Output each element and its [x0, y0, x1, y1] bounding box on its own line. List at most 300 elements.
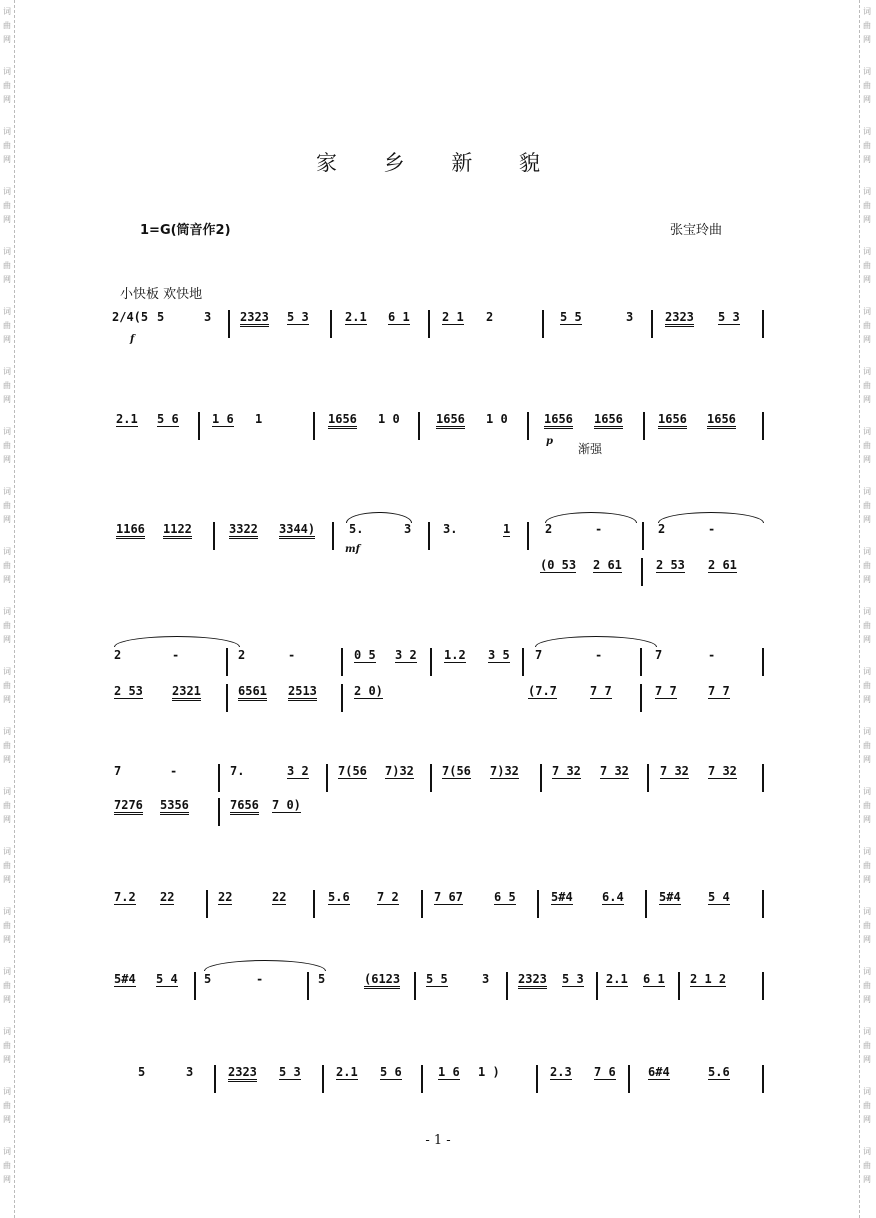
watermark-char: 词: [3, 1027, 11, 1036]
watermark-char: 词: [863, 667, 871, 676]
watermark-char: 网: [3, 515, 11, 524]
bar-line: [313, 890, 315, 918]
note-group: (0 53: [540, 558, 577, 572]
note-group: 2.1: [336, 1065, 358, 1079]
note-group: 5 4: [708, 890, 730, 904]
bar-line: [762, 890, 764, 918]
watermark-char: 曲: [863, 441, 871, 450]
watermark-char: 曲: [3, 201, 11, 210]
note-group: 1166: [116, 522, 145, 539]
watermark-char: 曲: [3, 741, 11, 750]
crescendo-marking: 渐强: [578, 442, 603, 456]
watermark-char: 网: [863, 335, 871, 344]
note-group: 7656: [230, 798, 259, 815]
note-group: 5 6: [380, 1065, 402, 1079]
watermark-char: 曲: [3, 21, 11, 30]
bar-line: [194, 972, 196, 1000]
note-group: 7.2: [114, 890, 136, 904]
note-group: 2 1 2: [690, 972, 727, 986]
note-group: 6561: [238, 684, 267, 701]
note-group: -: [595, 648, 603, 662]
bar-line: [218, 798, 220, 826]
note-group: 5 4: [156, 972, 178, 986]
watermark-char: 词: [863, 487, 871, 496]
note-group: 0 5: [354, 648, 376, 662]
note-group: 5 5: [560, 310, 582, 324]
tie: [535, 636, 657, 647]
watermark-char: 曲: [863, 501, 871, 510]
note-group: 5#4: [659, 890, 681, 904]
watermark-char: 网: [863, 635, 871, 644]
watermark-char: 词: [3, 367, 11, 376]
note-group: 7 7: [590, 684, 612, 698]
bar-line: [226, 648, 228, 676]
watermark-char: 曲: [3, 1161, 11, 1170]
watermark-char: 曲: [863, 741, 871, 750]
tie: [204, 960, 326, 971]
bar-line: [341, 684, 343, 712]
note-group: 5.6: [708, 1065, 730, 1079]
watermark-char: 词: [3, 1147, 11, 1156]
note-group: 5 3: [562, 972, 584, 986]
watermark-char: 曲: [863, 21, 871, 30]
note-group: 1656: [658, 412, 687, 429]
watermark-char: 网: [3, 815, 11, 824]
watermark-char: 网: [3, 755, 11, 764]
note-group: 1656: [594, 412, 623, 429]
bar-line: [527, 412, 529, 440]
watermark-char: 词: [863, 1087, 871, 1096]
score-row-4-accompaniment: [0, 684, 876, 714]
note-group: 2 0): [354, 684, 383, 698]
bar-line: [647, 764, 649, 792]
note-group: -: [708, 522, 716, 536]
watermark-char: 词: [863, 187, 871, 196]
watermark-char: 网: [863, 515, 871, 524]
score-row-4: [0, 648, 876, 678]
note-group: 5: [318, 972, 326, 986]
note-group: (6123: [364, 972, 400, 989]
watermark-char: 词: [3, 607, 11, 616]
note-group: -: [172, 648, 180, 662]
bar-line: [762, 972, 764, 1000]
note-group: -: [595, 522, 603, 536]
bar-line: [762, 1065, 764, 1093]
watermark-char: 词: [863, 1147, 871, 1156]
tie: [114, 636, 240, 647]
score-row-5: [0, 764, 876, 794]
note-group: 2 1: [442, 310, 464, 324]
note-group: 3: [186, 1065, 194, 1079]
watermark-char: 曲: [3, 501, 11, 510]
bar-line: [540, 764, 542, 792]
note-group: 3 2: [287, 764, 309, 778]
score-row-6: [0, 890, 876, 920]
watermark-char: 曲: [863, 1161, 871, 1170]
note-group: 3344): [279, 522, 315, 539]
note-group: 2.3: [550, 1065, 572, 1079]
bar-line: [527, 522, 529, 550]
watermark-char: 词: [3, 7, 11, 16]
score-row-8: [0, 1065, 876, 1095]
note-group: 22: [160, 890, 175, 904]
note-group: 2: [486, 310, 494, 324]
note-group: 7 6: [594, 1065, 616, 1079]
note-group: 3: [404, 522, 412, 536]
watermark-char: 词: [863, 1027, 871, 1036]
watermark-char: 词: [863, 427, 871, 436]
tie: [545, 512, 637, 523]
watermark-char: 词: [3, 1087, 11, 1096]
bar-line: [640, 684, 642, 712]
watermark-char: 词: [863, 607, 871, 616]
bar-line: [762, 412, 764, 440]
note-group: 1 ): [478, 1065, 500, 1079]
dynamic-forte: f: [130, 334, 135, 345]
note-group: 7.: [230, 764, 245, 778]
note-group: 5 5: [426, 972, 448, 986]
watermark-char: 词: [3, 667, 11, 676]
note-group: 1 0: [378, 412, 400, 426]
bar-line: [762, 648, 764, 676]
note-group: 7 32: [552, 764, 581, 778]
note-group: 2323: [518, 972, 547, 989]
note-group: 3 5: [488, 648, 510, 662]
watermark-char: 曲: [863, 981, 871, 990]
bar-line: [678, 972, 680, 1000]
note-group: 7: [535, 648, 543, 662]
note-group: 2: [114, 648, 122, 662]
bar-line: [213, 522, 215, 550]
note-group: 5 6: [157, 412, 179, 426]
watermark-char: 曲: [3, 981, 11, 990]
watermark-char: 词: [863, 847, 871, 856]
bar-line: [198, 412, 200, 440]
note-group: 1: [503, 522, 511, 536]
watermark-char: 曲: [3, 861, 11, 870]
note-group: 2 53: [114, 684, 143, 698]
watermark-char: 网: [3, 1055, 11, 1064]
bar-line: [640, 648, 642, 676]
note-group: 22: [218, 890, 233, 904]
watermark-char: 网: [863, 935, 871, 944]
bar-line: [332, 522, 334, 550]
note-group: 3: [482, 972, 490, 986]
watermark-char: 曲: [863, 861, 871, 870]
note-group: 2321: [172, 684, 201, 701]
note-group: 7 0): [272, 798, 301, 812]
note-group: 6#4: [648, 1065, 670, 1079]
note-group: 2323: [240, 310, 269, 327]
watermark-char: 词: [863, 727, 871, 736]
bar-line: [762, 764, 764, 792]
watermark-char: 网: [3, 695, 11, 704]
bar-line: [326, 764, 328, 792]
note-group: 5: [157, 310, 165, 324]
note-group: 6 1: [388, 310, 410, 324]
watermark-char: 词: [3, 487, 11, 496]
bar-line: [628, 1065, 630, 1093]
watermark-char: 曲: [863, 801, 871, 810]
note-group: 22: [272, 890, 287, 904]
watermark-char: 网: [863, 455, 871, 464]
note-group: 5.: [349, 522, 364, 536]
watermark-char: 曲: [863, 81, 871, 90]
score-row-7: [0, 972, 876, 1002]
watermark-char: 词: [863, 907, 871, 916]
note-group: 1656: [436, 412, 465, 429]
watermark-char: 曲: [3, 921, 11, 930]
note-group: 2: [545, 522, 553, 536]
bar-line: [421, 1065, 423, 1093]
score-row-2: [0, 412, 876, 456]
bar-line: [428, 522, 430, 550]
score-row-3-accompaniment: [0, 558, 876, 588]
note-group: 2323: [228, 1065, 257, 1082]
note-group: 3 2: [395, 648, 417, 662]
watermark-char: 网: [3, 575, 11, 584]
watermark-char: 网: [3, 335, 11, 344]
bar-line: [322, 1065, 324, 1093]
watermark-char: 网: [3, 95, 11, 104]
watermark-char: 网: [863, 575, 871, 584]
note-group: 7: [114, 764, 122, 778]
watermark-char: 网: [863, 155, 871, 164]
note-group: 6.4: [602, 890, 624, 904]
watermark-char: 曲: [863, 141, 871, 150]
note-group: 7 7: [708, 684, 730, 698]
note-group: 1.2: [444, 648, 466, 662]
note-group: -: [288, 648, 296, 662]
watermark-char: 曲: [3, 1041, 11, 1050]
watermark-char: 网: [863, 215, 871, 224]
watermark-char: 曲: [863, 381, 871, 390]
bar-line: [430, 648, 432, 676]
bar-line: [762, 310, 764, 338]
bar-line: [641, 558, 643, 586]
note-group: 5.6: [328, 890, 350, 904]
watermark-char: 曲: [3, 681, 11, 690]
note-group: 6 1: [643, 972, 665, 986]
note-group: 1656: [707, 412, 736, 429]
bar-line: [418, 412, 420, 440]
watermark-char: 词: [863, 967, 871, 976]
watermark-char: 词: [3, 307, 11, 316]
watermark-char: 词: [3, 247, 11, 256]
watermark-char: 曲: [3, 441, 11, 450]
bar-line: [421, 890, 423, 918]
watermark-char: 网: [863, 95, 871, 104]
watermark-char: 词: [3, 67, 11, 76]
note-group: 6 5: [494, 890, 516, 904]
watermark-char: 网: [3, 35, 11, 44]
bar-line: [430, 764, 432, 792]
watermark-char: 词: [863, 247, 871, 256]
bar-line: [206, 890, 208, 918]
watermark-char: 网: [863, 1055, 871, 1064]
watermark-char: 网: [3, 875, 11, 884]
watermark-char: 词: [3, 727, 11, 736]
bar-line: [330, 310, 332, 338]
bar-line: [226, 684, 228, 712]
key-signature: 1=G(筒音作2): [140, 223, 231, 238]
watermark-char: 曲: [863, 1101, 871, 1110]
watermark-char: 词: [3, 187, 11, 196]
watermark-char: 网: [863, 755, 871, 764]
watermark-char: 词: [3, 547, 11, 556]
bar-line: [522, 648, 524, 676]
note-group: 5#4: [551, 890, 573, 904]
bar-line: [537, 890, 539, 918]
score-row-5-accompaniment: [0, 798, 876, 828]
watermark-char: 曲: [863, 321, 871, 330]
watermark-char: 网: [863, 815, 871, 824]
bar-line: [313, 412, 315, 440]
watermark-char: 曲: [863, 921, 871, 930]
page-title: 家 乡 新 貌: [315, 151, 561, 175]
bar-line: [596, 972, 598, 1000]
note-group: 2 53: [656, 558, 685, 572]
page-number: - 1 -: [425, 1133, 451, 1148]
note-group: 2.1: [345, 310, 367, 324]
watermark-char: 词: [863, 307, 871, 316]
note-group: 1 6: [212, 412, 234, 426]
note-group: 7 32: [660, 764, 689, 778]
note-group: 2.1: [606, 972, 628, 986]
note-group: 1656: [544, 412, 573, 429]
watermark-char: 曲: [3, 321, 11, 330]
note-group: 3: [626, 310, 634, 324]
dynamic-piano: p: [546, 436, 553, 447]
bar-line: [642, 522, 644, 550]
watermark-char: 网: [3, 935, 11, 944]
bar-line: [428, 310, 430, 338]
watermark-char: 网: [863, 35, 871, 44]
note-group: 1: [255, 412, 263, 426]
note-group: 5356: [160, 798, 189, 815]
watermark-char: 曲: [3, 1101, 11, 1110]
note-group: 2323: [665, 310, 694, 327]
note-group: 7(56: [338, 764, 367, 778]
note-group: 7 67: [434, 890, 463, 904]
note-group: 7(56: [442, 764, 471, 778]
bar-line: [651, 310, 653, 338]
watermark-char: 网: [3, 215, 11, 224]
watermark-char: 曲: [3, 141, 11, 150]
note-group: 1 0: [486, 412, 508, 426]
note-group: 2 61: [708, 558, 737, 572]
note-group: (7.7: [528, 684, 557, 698]
watermark-char: 网: [863, 695, 871, 704]
watermark-char: 网: [3, 1175, 11, 1184]
watermark-char: 曲: [3, 621, 11, 630]
note-group: 1122: [163, 522, 192, 539]
watermark-char: 网: [3, 455, 11, 464]
watermark-char: 词: [3, 967, 11, 976]
bar-line: [643, 412, 645, 440]
watermark-char: 网: [3, 395, 11, 404]
watermark-char: 网: [863, 875, 871, 884]
note-group: 5 3: [287, 310, 309, 324]
dynamic-mezzo-forte: mf: [345, 544, 360, 555]
watermark-char: 网: [3, 155, 11, 164]
watermark-char: 曲: [863, 201, 871, 210]
watermark-char: 词: [863, 7, 871, 16]
bar-line: [228, 310, 230, 338]
note-group: 5: [138, 1065, 146, 1079]
watermark-char: 网: [863, 1175, 871, 1184]
score-row-3: [0, 522, 876, 555]
watermark-char: 曲: [863, 261, 871, 270]
note-group: 7: [655, 648, 663, 662]
bar-line: [542, 310, 544, 338]
watermark-char: 词: [3, 787, 11, 796]
note-group: -: [170, 764, 178, 778]
watermark-char: 词: [863, 67, 871, 76]
watermark-char: 曲: [863, 681, 871, 690]
note-group: 2: [238, 648, 246, 662]
watermark-char: 网: [863, 1115, 871, 1124]
watermark-char: 曲: [863, 621, 871, 630]
bar-line: [645, 890, 647, 918]
watermark-char: 曲: [863, 561, 871, 570]
note-group: 5 3: [279, 1065, 301, 1079]
note-group: -: [256, 972, 264, 986]
bar-line: [218, 764, 220, 792]
note-group: 2513: [288, 684, 317, 701]
note-group: 2 61: [593, 558, 622, 572]
note-group: -: [708, 648, 716, 662]
watermark-char: 曲: [3, 381, 11, 390]
note-group: 7276: [114, 798, 143, 815]
note-group: 1656: [328, 412, 357, 429]
watermark-char: 词: [3, 427, 11, 436]
watermark-char: 曲: [3, 561, 11, 570]
watermark-char: 网: [3, 995, 11, 1004]
bar-line: [506, 972, 508, 1000]
watermark-char: 词: [3, 847, 11, 856]
watermark-char: 曲: [3, 801, 11, 810]
watermark-char: 词: [863, 547, 871, 556]
watermark-char: 曲: [3, 81, 11, 90]
watermark-char: 词: [3, 127, 11, 136]
note-group: 7 32: [600, 764, 629, 778]
bar-line: [414, 972, 416, 1000]
watermark-char: 曲: [863, 1041, 871, 1050]
bar-line: [341, 648, 343, 676]
tempo-marking: 小快板 欢快地: [120, 287, 203, 302]
note-group: 2/4(5: [112, 310, 149, 324]
note-group: 3.: [443, 522, 458, 536]
note-group: 2.1: [116, 412, 138, 426]
watermark-char: 曲: [3, 261, 11, 270]
watermark-char: 网: [3, 1115, 11, 1124]
bar-line: [214, 1065, 216, 1093]
watermark-char: 词: [863, 127, 871, 136]
watermark-char: 网: [3, 635, 11, 644]
note-group: 3: [204, 310, 212, 324]
watermark-char: 词: [3, 907, 11, 916]
watermark-char: 词: [863, 367, 871, 376]
note-group: 3322: [229, 522, 258, 539]
watermark-char: 词: [863, 787, 871, 796]
note-group: 2: [658, 522, 666, 536]
watermark-char: 网: [3, 275, 11, 284]
watermark-char: 网: [863, 395, 871, 404]
note-group: 5 3: [718, 310, 740, 324]
note-group: 7 7: [655, 684, 677, 698]
watermark-char: 网: [863, 275, 871, 284]
